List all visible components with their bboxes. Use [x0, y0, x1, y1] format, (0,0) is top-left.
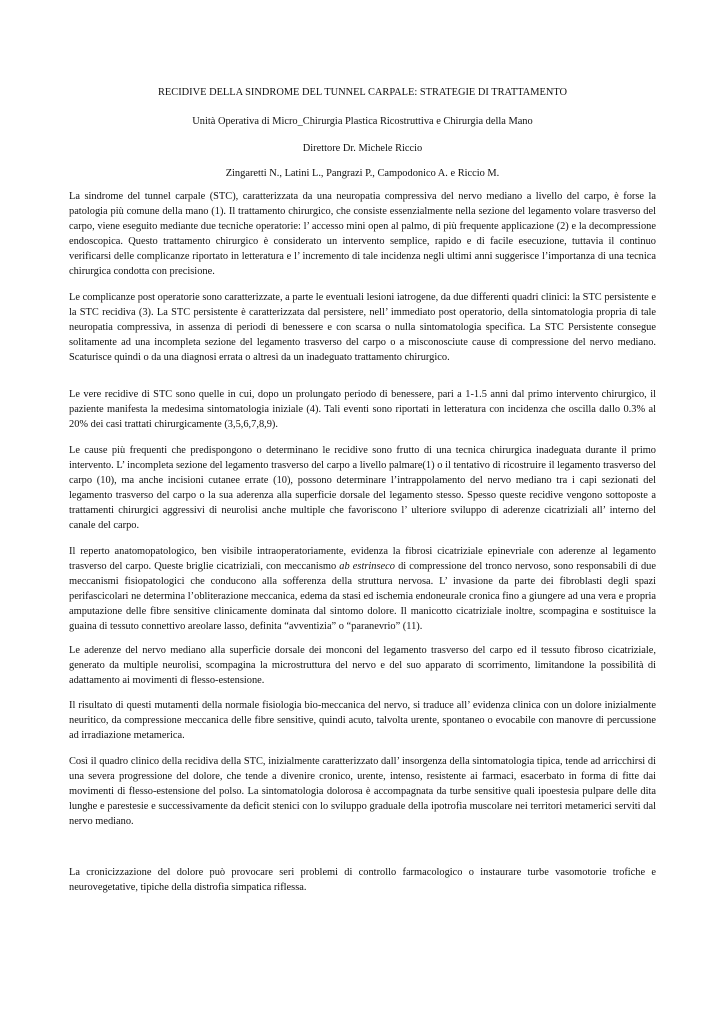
paragraph-7: Il risultato di questi mutamenti della normale fisiologia bio-meccanica del nervo, si traduce all’ evidenza clinica con un dolore inizialmente neuritico, da compressione meccanica delle fibre sensitive, quindi acuto, talvolta urente, spontaneo o evocabile con manovre di percussione ad irradiazione metamerica.: [69, 700, 656, 742]
paragraph-5-italic: ab estrinseco: [339, 561, 395, 573]
paragraph-4: Le cause più frequenti che predispongono o determinano le recidive sono frutto di una tecnica chirurgica inadeguata durante il primo intervento. L’ incompleta sezione del legamento trasverso del carpo a livello palmare(1) o il tentativo di ricostruire il legamento trasverso del carpo (10), ma anche incisioni cutanee errate (10), possono determinare l’intrappolamento del nervo mediano tra i capi sezionati del legamento trasverso del carpo o la sua aderenza alla superficie dorsale del legamento stesso. Spesso queste recidive vengono sottoposte a trattamenti chirurgici aggressivi di neurolisi anche multiple che favoriscono l’ ulteriore sviluppo di aderenze cicatriziali all’ interno del canale del carpo.: [69, 445, 656, 532]
paragraph-5-text-a: Il reperto anatomopatologico, ben visibile intraoperatoriamente, evidenza la fibrosi cicatriziale epinevriale con aderenze al legamento trasverso del carpo. Queste briglie cicatriziali, con meccanismo: [69, 546, 656, 573]
paragraph-1: La sindrome del tunnel carpale (STC), caratterizzata da una neuropatia compressiva del nervo mediano a livello del carpo, è forse la patologia più comune della mano (1). Il trattamento chirurgico, che consiste essenzialmente nella sezione del legamento volare trasverso del carpo, viene eseguito mediante due tecniche operatorie: l’ accesso mini open al palmo, di più frequente applicazione (2) e la decompressione endoscopica. Questo trattamento chirurgico è considerato un intervento semplice, rapido e di facile esecuzione, tuttavia il continuo verificarsi delle complicanze riportato in letteratura e l’ incremento di tale incidenza negli ultimi anni suggerisce l’importanza di una tecnica chirurgica condotta con precisione.: [69, 191, 656, 278]
paragraph-3: Le vere recidive di STC sono quelle in cui, dopo un prolungato periodo di benessere, pari a 1-1.5 anni dal primo intervento chirurgico, il paziente manifesta la medesima sintomatologia iniziale (4). Tali eventi sono riportati in letteratura con incidenza che oscilla dallo 0.3% al 20% dei casi trattati chirurgicamente (3,5,6,7,8,9).: [69, 389, 656, 431]
paragraph-9: La cronicizzazione del dolore può provocare seri problemi di controllo farmacologico o instaurare turbe vasomotorie trofiche e neurovegetative, tipiche della distrofia simpatica riflessa.: [69, 867, 656, 894]
unit-line: Unità Operativa di Micro_Chirurgia Plastica Ricostruttiva e Chirurgia della Mano: [192, 116, 533, 127]
director-line: Direttore Dr. Michele Riccio: [302, 143, 423, 154]
paragraph-5-text-b: di compressione del tronco nervoso, sono responsabili di due meccanismi fisiopatologici che conducono alla sofferenza della struttura nervosa. L’ invasione da parte dei fibroblasti degli spazi perifascicolari ne determina l’obliterazione meccanica, edema da stasi ed ischemia endoneurale cronica fino a giungere ad una vera e propria amputazione delle fibre sensitive clinicamente dominata dal sintomo dolore. Il manicotto cicatriziale inoltre, scompagina e sostituisce la guaina di tessuto connettivo areolare lasso, definita “avventizia” o “paranevrio” (11).: [69, 561, 656, 633]
authors-line: Zingaretti N., Latini L., Pangrazi P., Campodonico A. e Riccio M.: [225, 168, 500, 179]
paragraph-6: Le aderenze del nervo mediano alla superficie dorsale dei monconi del legamento trasverso del carpo ed il tessuto fibroso cicatriziale, generato da multiple neurolisi, scompagina la microstruttura del nervo e del suo apparato di scorrimento, limitandone la possibilità di adattamento ai movimenti di flesso-estensione.: [69, 645, 656, 687]
paragraph-8: Così il quadro clinico della recidiva della STC, inizialmente caratterizzato dall’ insorgenza della sintomatologia tipica, tende ad arricchirsi di una severa progressione del dolore, che tende a divenire cronico, urente, intenso, resistente ai farmaci, esacerbato in forma di fitte dai movimenti di flesso-estensione del polso. La sintomatologia dolorosa è accompagnata da turbe sensitive quali ipoestesia pulpare delle dita lunghe e parestesie e successivamente da deficit stenici con lo sviluppo graduale della ipotrofia muscolare nei territori metamerici serviti dal nervo mediano.: [69, 756, 656, 828]
document-title: RECIDIVE DELLA SINDROME DEL TUNNEL CARPALE: STRATEGIE DI TRATTAMENTO: [157, 87, 567, 98]
paragraph-2: Le complicanze post operatorie sono caratterizzate, a parte le eventuali lesioni iatrogene, da due differenti quadri clinici: la STC persistente e la STC recidiva (3). La STC persistente è caratterizzata dal persistere, nell’ immediato post operatorio, della sintomatologia propria di tale neuropatia compressiva, in assenza di periodi di benessere e con scarsa o nulla sintomatologia specifica. La STC Persistente consegue solitamente ad una incompleta sezione del legamento trasverso del carpo o a misconosciute cause di compressione del nervo mediano. Scaturisce quindi o da una diagnosi errata o altresì da un inadeguato trattamento chirurgico.: [69, 292, 656, 364]
paragraph-5: [69, 544, 656, 635]
